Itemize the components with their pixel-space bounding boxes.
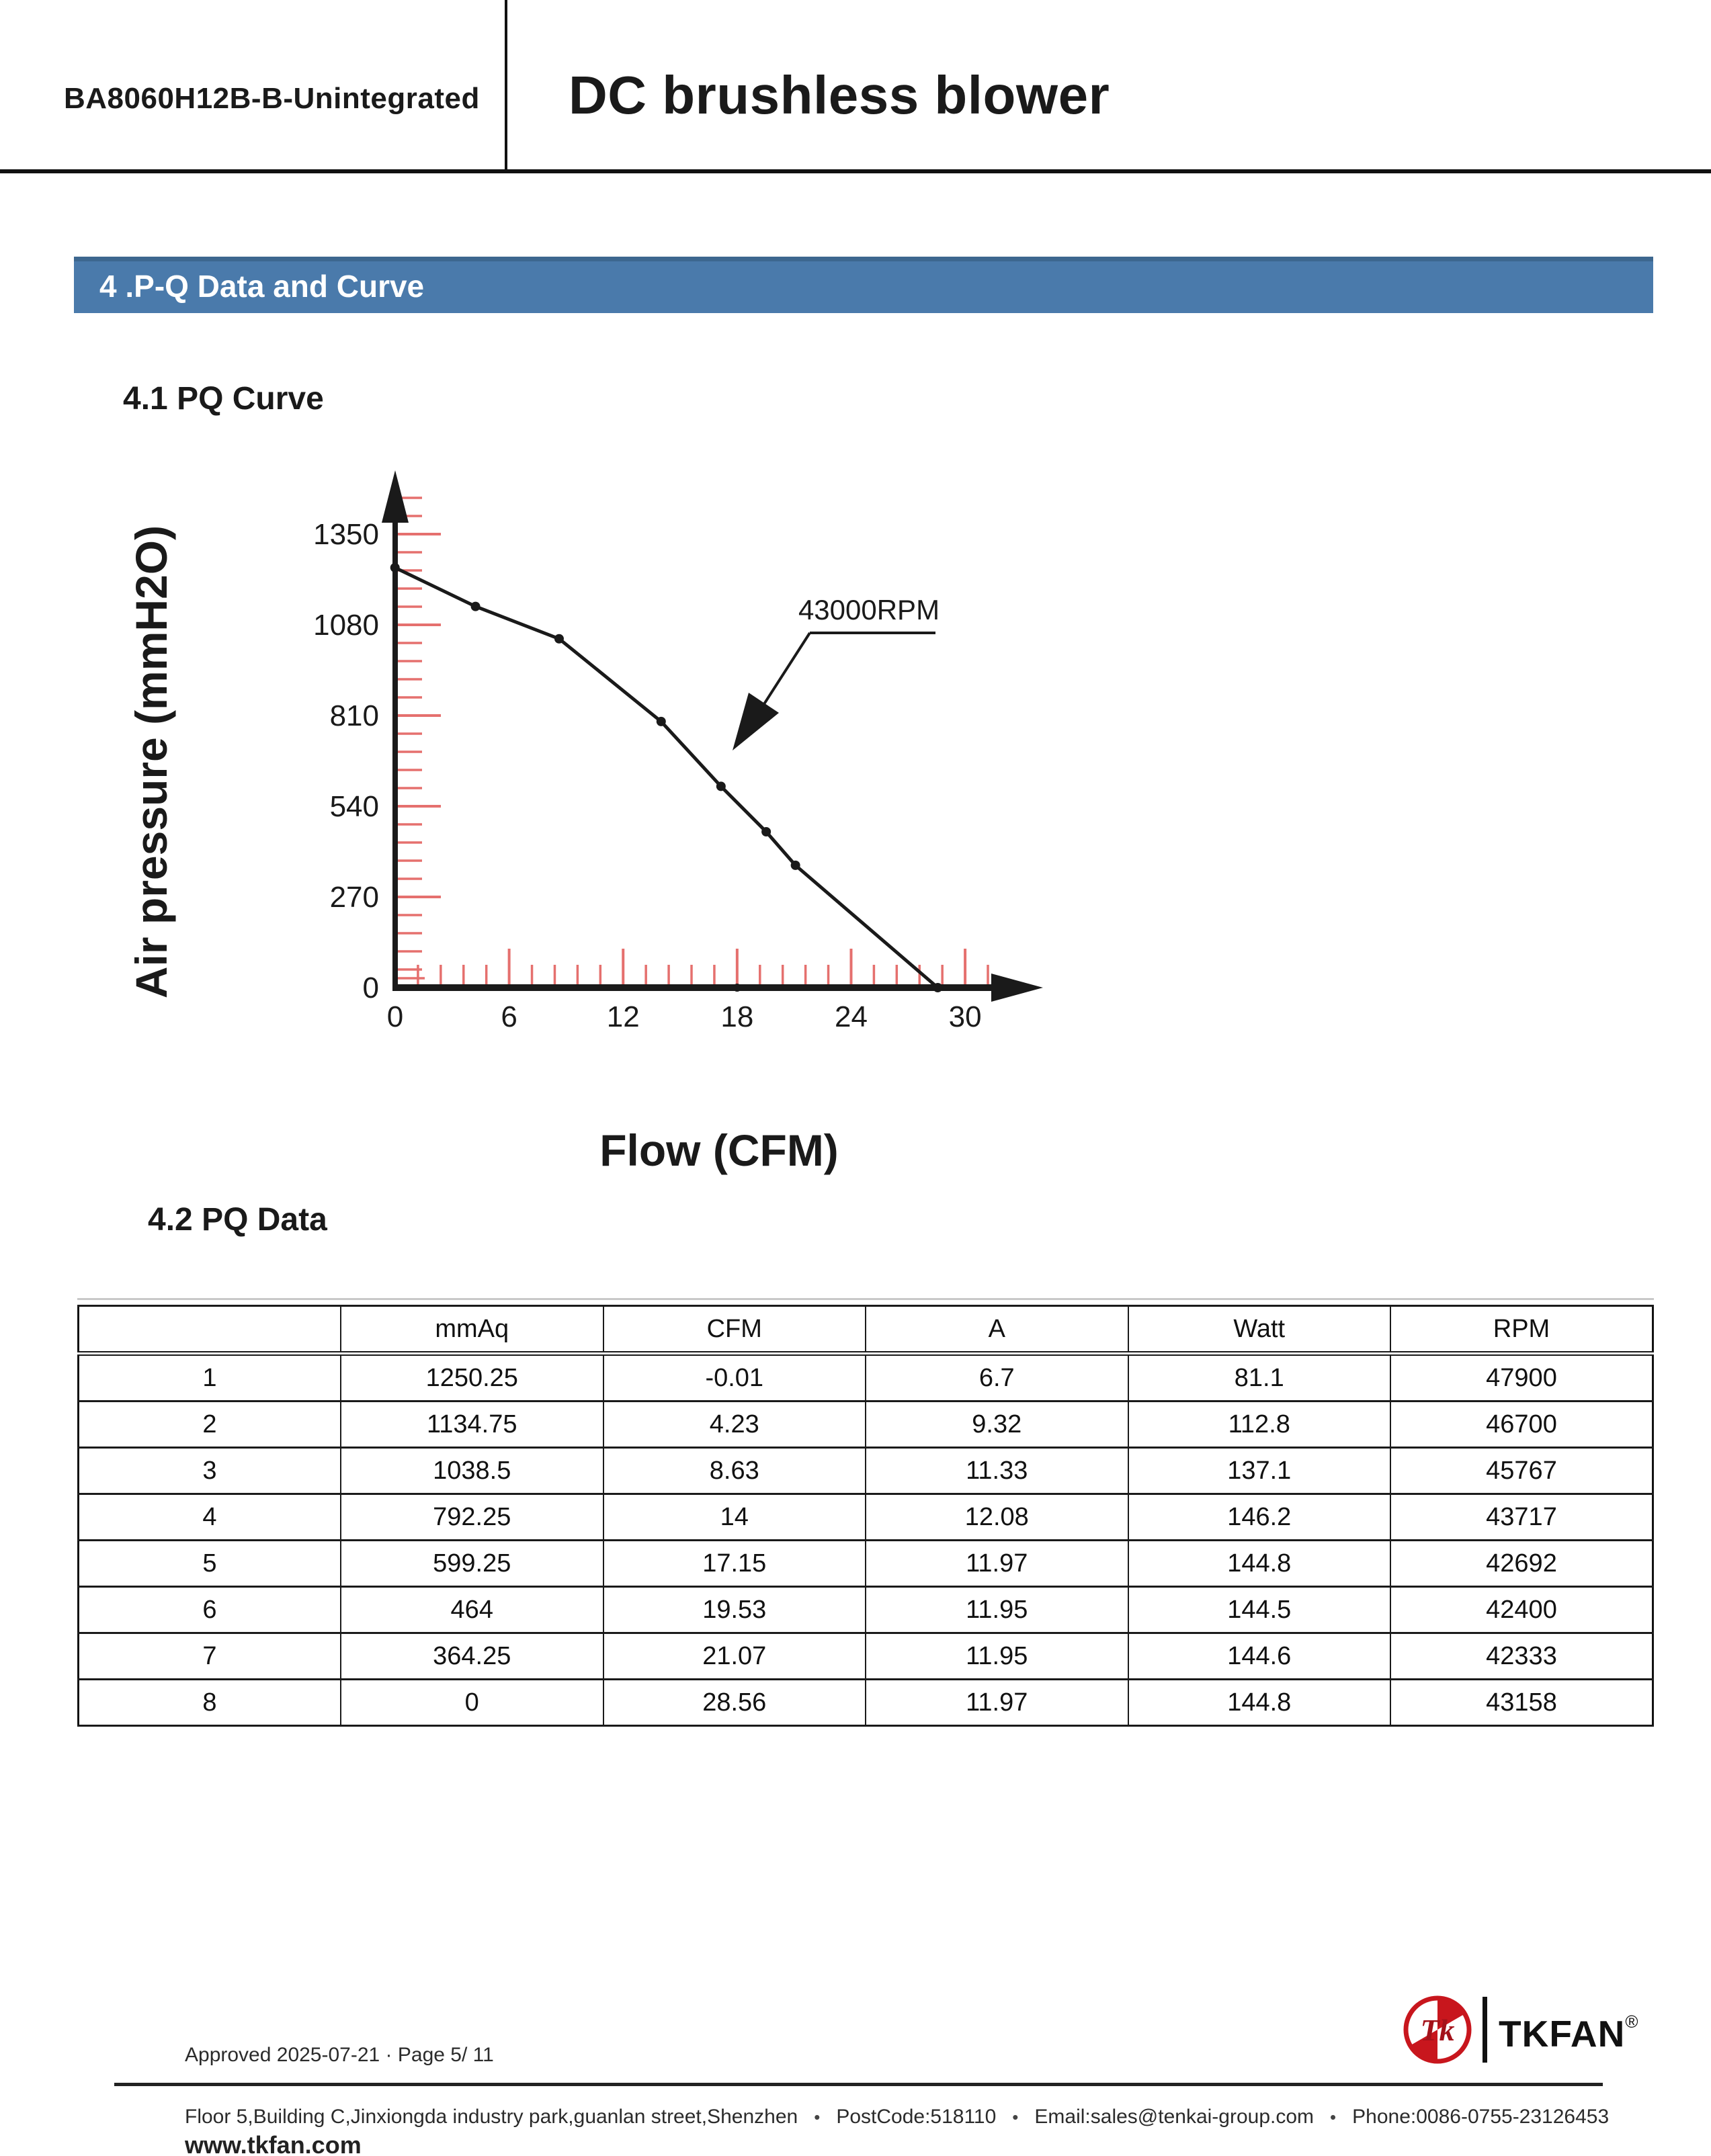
x-tick-label: 18 xyxy=(720,1000,754,1033)
address-part: PostCode:518110 xyxy=(836,2106,997,2128)
table-cell: 11.95 xyxy=(866,1633,1128,1680)
x-axis-label: Flow (CFM) xyxy=(599,1125,839,1175)
table-header-row xyxy=(79,1306,1653,1354)
table-cell: 599.25 xyxy=(341,1541,603,1587)
table-cell: 9.32 xyxy=(866,1402,1128,1448)
table-cell: -0.01 xyxy=(603,1354,866,1402)
table-cell: 11.95 xyxy=(866,1587,1128,1633)
table-cell: 137.1 xyxy=(1128,1448,1391,1494)
table-row xyxy=(79,1633,1653,1680)
x-tick-label: 0 xyxy=(386,1000,404,1033)
table-cell: 464 xyxy=(341,1587,603,1633)
table-row xyxy=(79,1541,1653,1587)
table-cell: 11.97 xyxy=(866,1541,1128,1587)
address-part: Floor 5,Building C,Jinxiongda industry park,guanlan street,Shenzhen xyxy=(185,2106,798,2128)
page-title: DC brushless blower xyxy=(569,65,1110,125)
column-header xyxy=(79,1306,341,1354)
table-cell: 6 xyxy=(79,1587,341,1633)
table-row xyxy=(79,1354,1653,1402)
data-point xyxy=(471,602,481,611)
annotation-arrow-icon xyxy=(733,693,779,750)
logo-monogram: Tk xyxy=(1420,2013,1455,2047)
table-cell: 11.33 xyxy=(866,1448,1128,1494)
table-cell: 19.53 xyxy=(603,1587,866,1633)
x-tick-label: 6 xyxy=(501,1000,517,1033)
data-point xyxy=(390,563,400,572)
table-cell: 2 xyxy=(79,1402,341,1448)
axis-marker-dot xyxy=(733,984,741,992)
table-cell: 112.8 xyxy=(1128,1402,1391,1448)
table-cell: 21.07 xyxy=(603,1633,866,1680)
column-header: mmAq xyxy=(341,1306,603,1354)
table-row xyxy=(79,1680,1653,1726)
table-cell: 364.25 xyxy=(341,1633,603,1680)
table-cell: 43158 xyxy=(1390,1680,1653,1726)
data-point xyxy=(657,717,666,726)
y-tick-label: 1350 xyxy=(313,518,379,551)
table-cell: 42692 xyxy=(1390,1541,1653,1587)
y-axis-label: Air pressure (mmH2O) xyxy=(126,525,176,999)
heading-pq-data: 4.2 PQ Data xyxy=(148,1202,327,1238)
logo-text: TKFAN xyxy=(1499,2013,1626,2055)
table-cell: 6.7 xyxy=(866,1354,1128,1402)
table-cell: 5 xyxy=(79,1541,341,1587)
column-header: RPM xyxy=(1390,1306,1653,1354)
address-part: Phone:0086-0755-23126453 xyxy=(1352,2106,1610,2128)
company-address-line xyxy=(185,2106,1609,2128)
table-cell: 43717 xyxy=(1390,1494,1653,1541)
table-cell: 144.8 xyxy=(1128,1680,1391,1726)
approved-page-info: Approved 2025-07-21 · Page 5/ 11 xyxy=(185,2044,494,2066)
pq-table-header xyxy=(79,1306,1653,1354)
y-tick-label: 1080 xyxy=(313,609,379,642)
table-cell: 8 xyxy=(79,1680,341,1726)
table-row xyxy=(79,1402,1653,1448)
tkfan-logo-icon xyxy=(1402,1994,1473,2065)
x-tick-label: 12 xyxy=(606,1000,640,1033)
table-cell: 28.56 xyxy=(603,1680,866,1726)
table-cell: 42333 xyxy=(1390,1633,1653,1680)
table-cell: 11.97 xyxy=(866,1680,1128,1726)
table-cell: 14 xyxy=(603,1494,866,1541)
table-cell: 1038.5 xyxy=(341,1448,603,1494)
column-header: A xyxy=(866,1306,1128,1354)
table-cell: 47900 xyxy=(1390,1354,1653,1402)
data-point xyxy=(761,827,771,836)
table-cell: 17.15 xyxy=(603,1541,866,1587)
model-number: BA8060H12B-B-Unintegrated xyxy=(64,82,480,115)
table-cell: 45767 xyxy=(1390,1448,1653,1494)
table-cell: 0 xyxy=(341,1680,603,1726)
table-top-shadow xyxy=(77,1298,1654,1300)
website-url: www.tkfan.com xyxy=(185,2131,362,2156)
table-cell: 4 xyxy=(79,1494,341,1541)
table-cell: 12.08 xyxy=(866,1494,1128,1541)
table-row xyxy=(79,1448,1653,1494)
x-tick-label: 24 xyxy=(835,1000,868,1033)
table-cell: 144.5 xyxy=(1128,1587,1391,1633)
logo-wordmark xyxy=(1499,2012,1639,2055)
bullet-separator: • xyxy=(814,2107,821,2127)
registered-mark: ® xyxy=(1625,2012,1639,2032)
table-row xyxy=(79,1494,1653,1541)
table-cell: 1134.75 xyxy=(341,1402,603,1448)
address-part: Email:sales@tenkai-group.com xyxy=(1034,2106,1314,2128)
heading-pq-curve: 4.1 PQ Curve xyxy=(123,381,324,417)
table-cell: 144.8 xyxy=(1128,1541,1391,1587)
data-point xyxy=(716,781,726,791)
y-tick-label: 810 xyxy=(329,699,379,732)
pq-table-body xyxy=(79,1354,1653,1726)
data-point xyxy=(791,861,800,870)
rpm-annotation: 43000RPM xyxy=(798,594,940,626)
pq-table xyxy=(77,1305,1654,1727)
y-tick-label: 0 xyxy=(362,972,379,1004)
table-cell: 46700 xyxy=(1390,1402,1653,1448)
column-header: Watt xyxy=(1128,1306,1391,1354)
table-cell: 1 xyxy=(79,1354,341,1402)
footer-rule xyxy=(114,2083,1603,2086)
table-row xyxy=(79,1587,1653,1633)
table-cell: 792.25 xyxy=(341,1494,603,1541)
column-header: CFM xyxy=(603,1306,866,1354)
table-cell: 146.2 xyxy=(1128,1494,1391,1541)
x-tick-label: 30 xyxy=(948,1000,982,1033)
y-axis-arrow-icon xyxy=(382,470,409,523)
section-banner: 4 .P-Q Data and Curve xyxy=(74,257,1653,313)
table-cell: 81.1 xyxy=(1128,1354,1391,1402)
logo-divider-bar xyxy=(1483,1997,1487,2063)
data-point xyxy=(933,983,942,992)
bullet-separator: • xyxy=(1330,2107,1337,2127)
table-cell: 3 xyxy=(79,1448,341,1494)
table-cell: 1250.25 xyxy=(341,1354,603,1402)
y-tick-label: 540 xyxy=(329,790,379,823)
x-axis-arrow-icon xyxy=(991,974,1043,1002)
y-tick-label: 270 xyxy=(329,881,379,914)
table-cell: 8.63 xyxy=(603,1448,866,1494)
table-cell: 144.6 xyxy=(1128,1633,1391,1680)
pq-curve xyxy=(395,568,938,988)
table-cell: 4.23 xyxy=(603,1402,866,1448)
data-point xyxy=(554,634,564,644)
bullet-separator: • xyxy=(1012,2107,1019,2127)
table-cell: 42400 xyxy=(1390,1587,1653,1633)
table-cell: 7 xyxy=(79,1633,341,1680)
